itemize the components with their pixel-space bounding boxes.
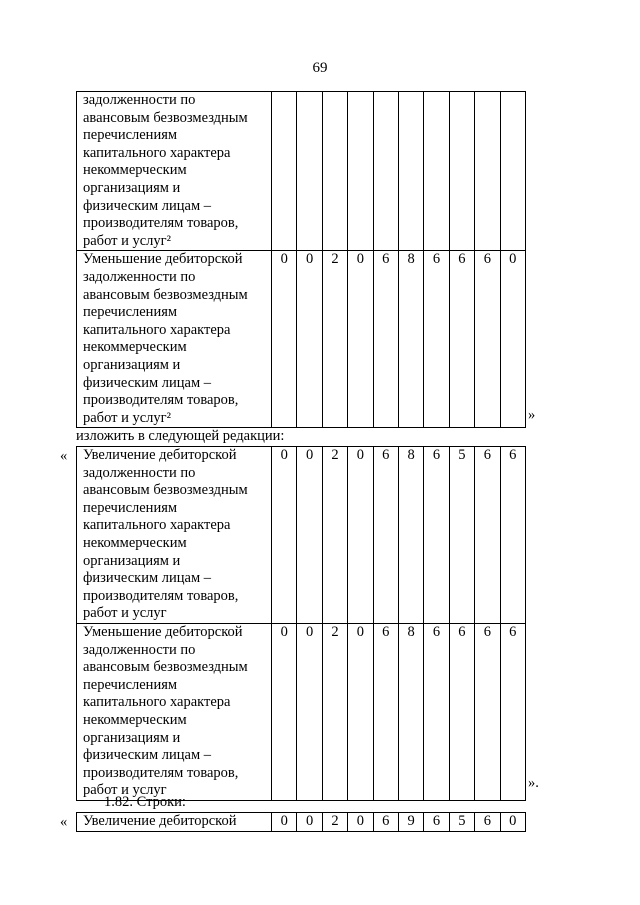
code-digit-cell bbox=[373, 92, 398, 251]
description-line: работ и услуг² bbox=[83, 409, 171, 426]
code-digit-cell bbox=[322, 92, 347, 251]
description-line: задолженности по bbox=[83, 641, 196, 658]
close-quote-2: ». bbox=[528, 775, 539, 791]
description-line: капитального характера bbox=[83, 321, 231, 338]
row-description bbox=[77, 623, 272, 800]
code-table-2 bbox=[76, 446, 526, 801]
description-line: физическим лицам – bbox=[83, 197, 212, 214]
code-digit-cell bbox=[500, 92, 525, 251]
code-digit-cell: 6 bbox=[424, 447, 449, 624]
code-digit-cell: 0 bbox=[297, 251, 322, 428]
code-digit-cell: 6 bbox=[449, 251, 474, 428]
description-line: Увеличение дебиторской bbox=[83, 447, 237, 463]
row-description bbox=[77, 251, 272, 428]
description-line: перечислениям bbox=[83, 304, 178, 321]
description-line: физическим лицам – bbox=[83, 374, 212, 391]
description-line: работ и услуг bbox=[83, 605, 167, 622]
table-row bbox=[77, 623, 526, 800]
description-line: работ и услуг bbox=[83, 782, 167, 799]
description-line: задолженности по bbox=[83, 92, 196, 108]
description-line: физическим лицам – bbox=[83, 570, 212, 587]
description-line: некоммерческим bbox=[83, 534, 187, 551]
code-digit-cell bbox=[272, 92, 297, 251]
code-digit-cell bbox=[449, 92, 474, 251]
description-line: производителям товаров, bbox=[83, 587, 239, 604]
code-digit-cell: 2 bbox=[322, 447, 347, 624]
description-line: организациям и bbox=[83, 179, 181, 196]
open-quote-2: « bbox=[60, 814, 68, 830]
description-line: некоммерческим bbox=[83, 711, 187, 728]
description-line: Уменьшение дебиторской bbox=[83, 623, 243, 640]
description-line: организациям и bbox=[83, 729, 181, 746]
row-description bbox=[77, 92, 272, 251]
code-digit-cell bbox=[398, 92, 423, 251]
description-line: производителям товаров, bbox=[83, 764, 239, 781]
description-line: капитального характера bbox=[83, 694, 231, 711]
code-digit-cell: 6 bbox=[373, 623, 398, 800]
code-digit-cell: 0 bbox=[272, 813, 297, 832]
code-digit-cell: 6 bbox=[373, 813, 398, 832]
table-row bbox=[77, 447, 526, 624]
code-digit-cell bbox=[424, 92, 449, 251]
code-digit-cell: 8 bbox=[398, 447, 423, 624]
description-line: авансовым безвозмездным bbox=[83, 286, 248, 303]
code-digit-cell: 6 bbox=[475, 623, 500, 800]
table-row bbox=[77, 251, 526, 428]
description-line: организациям и bbox=[83, 552, 181, 569]
row-description bbox=[77, 813, 272, 832]
description-line: Увеличение дебиторской bbox=[83, 813, 237, 829]
code-digit-cell: 0 bbox=[272, 623, 297, 800]
table-row bbox=[77, 813, 526, 832]
description-line: производителям товаров, bbox=[83, 392, 239, 409]
page-number: 69 bbox=[312, 60, 328, 76]
instruction-text: изложить в следующей редакции: bbox=[76, 428, 285, 444]
description-line: организациям и bbox=[83, 356, 181, 373]
code-digit-cell: 0 bbox=[348, 623, 373, 800]
description-line: работ и услуг² bbox=[83, 232, 171, 249]
code-digit-cell: 6 bbox=[373, 251, 398, 428]
code-digit-cell: 0 bbox=[272, 251, 297, 428]
code-table-1 bbox=[76, 91, 526, 428]
code-digit-cell: 0 bbox=[348, 813, 373, 832]
code-digit-cell: 5 bbox=[449, 447, 474, 624]
description-line: перечислениям bbox=[83, 676, 178, 693]
code-digit-cell: 6 bbox=[475, 251, 500, 428]
code-digit-cell: 0 bbox=[297, 447, 322, 624]
code-digit-cell: 0 bbox=[348, 251, 373, 428]
code-digit-cell: 6 bbox=[424, 251, 449, 428]
code-table-3 bbox=[76, 812, 526, 832]
item-heading: 1.82. Строки: bbox=[104, 794, 186, 810]
code-digit-cell: 2 bbox=[322, 251, 347, 428]
description-line: производителям товаров, bbox=[83, 215, 239, 232]
description-line: задолженности по bbox=[83, 268, 196, 285]
code-digit-cell: 0 bbox=[500, 251, 525, 428]
table-row bbox=[77, 92, 526, 251]
code-digit-cell: 6 bbox=[475, 447, 500, 624]
code-digit-cell: 6 bbox=[475, 813, 500, 832]
code-digit-cell bbox=[475, 92, 500, 251]
description-line: некоммерческим bbox=[83, 162, 187, 179]
description-line: капитального характера bbox=[83, 144, 231, 161]
close-quote-1: » bbox=[528, 407, 536, 423]
description-line: перечислениям bbox=[83, 127, 178, 144]
code-digit-cell: 6 bbox=[500, 447, 525, 624]
code-digit-cell: 9 bbox=[398, 813, 423, 832]
code-digit-cell: 0 bbox=[500, 813, 525, 832]
description-line: физическим лицам – bbox=[83, 747, 212, 764]
description-line: Уменьшение дебиторской bbox=[83, 251, 243, 268]
description-line: перечислениям bbox=[83, 499, 178, 516]
code-digit-cell: 2 bbox=[322, 623, 347, 800]
code-digit-cell: 0 bbox=[348, 447, 373, 624]
description-line: авансовым безвозмездным bbox=[83, 109, 248, 126]
code-digit-cell bbox=[297, 92, 322, 251]
row-description bbox=[77, 447, 272, 624]
code-digit-cell: 8 bbox=[398, 623, 423, 800]
code-digit-cell: 0 bbox=[297, 623, 322, 800]
description-line: задолженности по bbox=[83, 464, 196, 481]
code-digit-cell: 0 bbox=[297, 813, 322, 832]
code-digit-cell: 6 bbox=[500, 623, 525, 800]
code-digit-cell: 6 bbox=[424, 813, 449, 832]
code-digit-cell: 0 bbox=[272, 447, 297, 624]
code-digit-cell: 5 bbox=[449, 813, 474, 832]
code-digit-cell: 6 bbox=[449, 623, 474, 800]
code-digit-cell: 8 bbox=[398, 251, 423, 428]
code-digit-cell: 6 bbox=[373, 447, 398, 624]
code-digit-cell: 2 bbox=[322, 813, 347, 832]
description-line: авансовым безвозмездным bbox=[83, 482, 248, 499]
description-line: капитального характера bbox=[83, 517, 231, 534]
description-line: авансовым безвозмездным bbox=[83, 659, 248, 676]
open-quote-1: « bbox=[60, 448, 68, 464]
description-line: некоммерческим bbox=[83, 339, 187, 356]
code-digit-cell bbox=[348, 92, 373, 251]
code-digit-cell: 6 bbox=[424, 623, 449, 800]
